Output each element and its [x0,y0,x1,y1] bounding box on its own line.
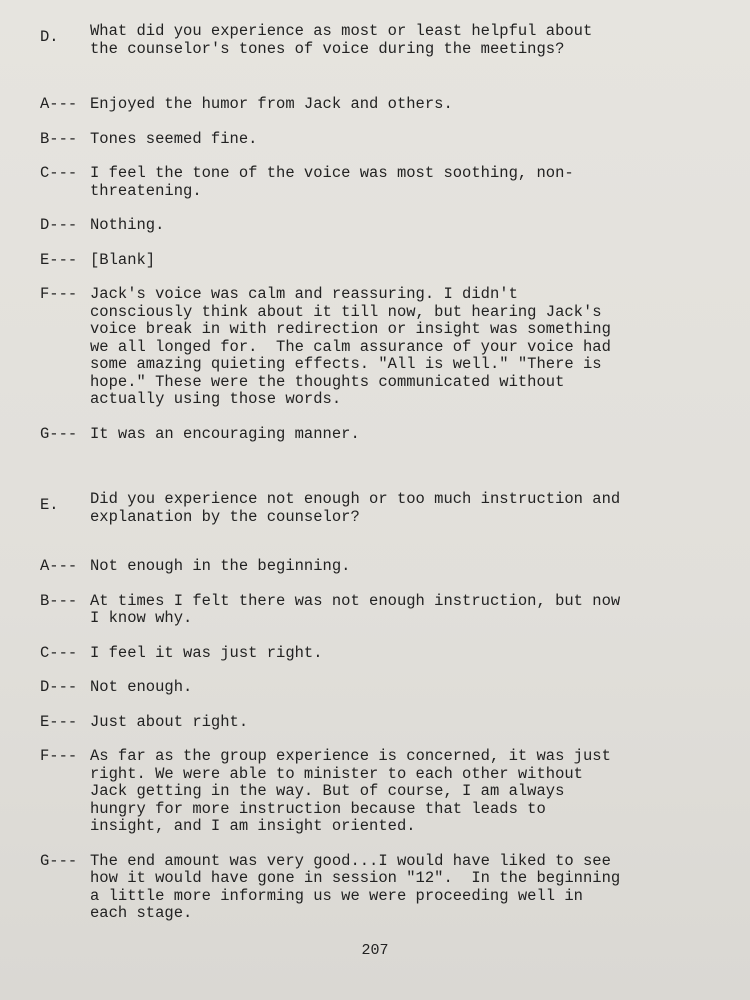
answer-label: F--- [40,285,78,303]
answer-item [40,748,702,836]
answer-text: Not enough. [90,678,193,696]
answer-item [40,165,702,200]
answer-list-d [40,96,702,460]
answer-text: As far as the group experience is concerned, it was just right. We were able to minister to each other without Jack getting in the way. But of course, I am always hungry for more instruction because that leads to insight, and I am insight oriented. [90,747,611,835]
answer-text: The end amount was very good...I would have liked to see how it would have gone in session "12". In the beginning a little more informing us we were proceeding well in each stage. [90,851,621,922]
answer-item [40,426,702,444]
answer-item [40,96,702,114]
answer-text: I feel it was just right. [90,643,323,662]
question-text: Did you experience not enough or too much instruction and explanation by the counselor? [90,490,621,526]
answer-item [40,853,702,923]
answer-text: It was an encouraging manner. [90,424,360,443]
answer-label: G--- [40,424,78,443]
answer-text: Jack's voice was calm and reassuring. I didn't consciously think about it till now, but hearing Jack's voice break in with redirection or insight was something we all longed for. The calm assurance of your voice had some amazing quieting effects. "All is well." "There is hope." These were the thoughts communicated without actually using those words. [90,285,611,408]
answer-label: B--- [40,591,78,610]
answer-item [40,645,702,663]
answer-text: Nothing. [90,216,165,234]
answer-text: [Blank] [90,250,156,269]
answer-list-e [40,558,702,940]
question-d [40,22,700,58]
answer-label: C--- [40,164,78,182]
answer-text: I feel the tone of the voice was most soothing, non- threatening. [90,164,574,200]
answer-label: E--- [40,250,78,269]
answer-label: E--- [40,712,78,731]
answer-item [40,286,702,409]
answer-text: Enjoyed the humor from Jack and others. [90,95,453,113]
answer-label: F--- [40,747,78,765]
answer-item [40,252,702,270]
answer-item [40,131,702,149]
answer-label: A--- [40,95,78,113]
answer-text: Not enough in the beginning. [90,557,351,575]
answer-item [40,679,702,697]
answer-text: Tones seemed fine. [90,129,258,148]
answer-label: D--- [40,216,78,234]
question-letter: D. [40,28,59,46]
answer-text: Just about right. [90,712,249,731]
answer-label: D--- [40,678,78,696]
page-number: 207 [361,942,389,959]
question-text: What did you experience as most or least helpful about the counselor's tones of voice during the meetings? [90,22,593,58]
answer-item [40,217,702,235]
answer-label: A--- [40,557,78,575]
answer-text: At times I felt there was not enough instruction, but now I know why. [90,591,621,627]
answer-label: B--- [40,129,78,148]
answer-item [40,558,702,576]
answer-item [40,714,702,732]
question-e [40,490,700,526]
answer-label: C--- [40,643,78,662]
answer-item [40,593,702,628]
question-letter: E. [40,496,59,514]
answer-label: G--- [40,851,78,870]
